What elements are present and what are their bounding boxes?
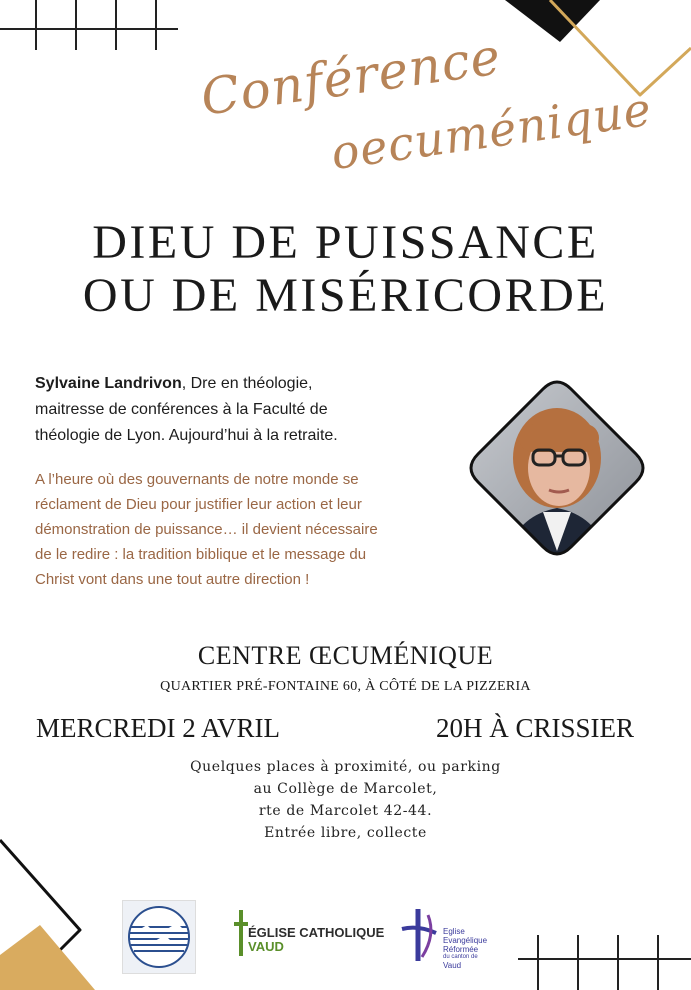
- parking-line3: rte de Marcolet 42-44.: [258, 803, 433, 819]
- speaker-bio: [35, 371, 435, 449]
- parking-line1: Quelques places à proximité, ou parking: [190, 759, 501, 775]
- summary-line5: Christ vont dans une tout autre direction !: [35, 571, 310, 588]
- venue-address: QUARTIER PRÉ-FONTAINE 60, À CÔTÉ DE LA PIZZERIA: [160, 679, 531, 694]
- event-time-place: 20H À CRISSIER: [435, 713, 634, 743]
- doves-logo-icon: [123, 901, 195, 973]
- event-date: MERCREDI 2 AVRIL: [36, 713, 281, 743]
- main-title-line2: OU DE MISÉRICORDE: [82, 269, 609, 322]
- speaker-bio-line2: maitresse de conférences à la Faculté de: [35, 401, 328, 418]
- reformed-church-logo: [443, 927, 487, 970]
- reformed-logo-line1: Eglise: [443, 927, 465, 936]
- main-title-line1: DIEU DE PUISSANCE: [92, 216, 599, 269]
- catholic-church-logo: [248, 926, 384, 954]
- venue-name: CENTRE ŒCUMÉNIQUE: [197, 641, 494, 670]
- parking-line4: Entrée libre, collecte: [264, 825, 427, 841]
- decorative-diamond-bottom-left: [0, 830, 120, 990]
- script-title-line1: Conférence: [197, 27, 505, 127]
- parking-line2: au Collège de Marcolet,: [253, 781, 438, 797]
- script-title-line2: oecuménique: [327, 81, 655, 181]
- reformed-logo-line2: Evangélique: [443, 936, 488, 945]
- reformed-logo-line5: Vaud: [443, 961, 462, 970]
- catholic-logo-line1: ÉGLISE CATHOLIQUE: [248, 925, 385, 940]
- decorative-grid-top-left: [0, 0, 180, 52]
- reformed-church-emblem-icon: [398, 905, 444, 967]
- reformed-logo-line4: du canton de: [443, 954, 478, 960]
- summary-line4: de le redire : la tradition biblique et le message du: [35, 546, 367, 563]
- conference-summary: [35, 467, 450, 592]
- speaker-bio-line1: , Dre en théologie,: [181, 375, 313, 392]
- speaker-bio-line3: théologie de Lyon. Aujourd’hui à la retraite.: [35, 427, 338, 444]
- catholic-logo-line2: VAUD: [248, 939, 284, 954]
- ecumenical-doves-logo: [122, 900, 196, 974]
- summary-line2: réclament de Dieu pour justifier leur action et leur: [35, 496, 362, 513]
- speaker-name: Sylvaine Landrivon: [35, 375, 182, 392]
- decorative-grid-bottom-right: [518, 935, 691, 990]
- summary-line1: A l’heure où des gouvernants de notre monde se: [35, 471, 359, 488]
- summary-line3: démonstration de puissance… il devient nécessaire: [35, 521, 378, 538]
- reformed-logo-line3: Réformée: [443, 945, 479, 954]
- speaker-portrait: [465, 376, 649, 560]
